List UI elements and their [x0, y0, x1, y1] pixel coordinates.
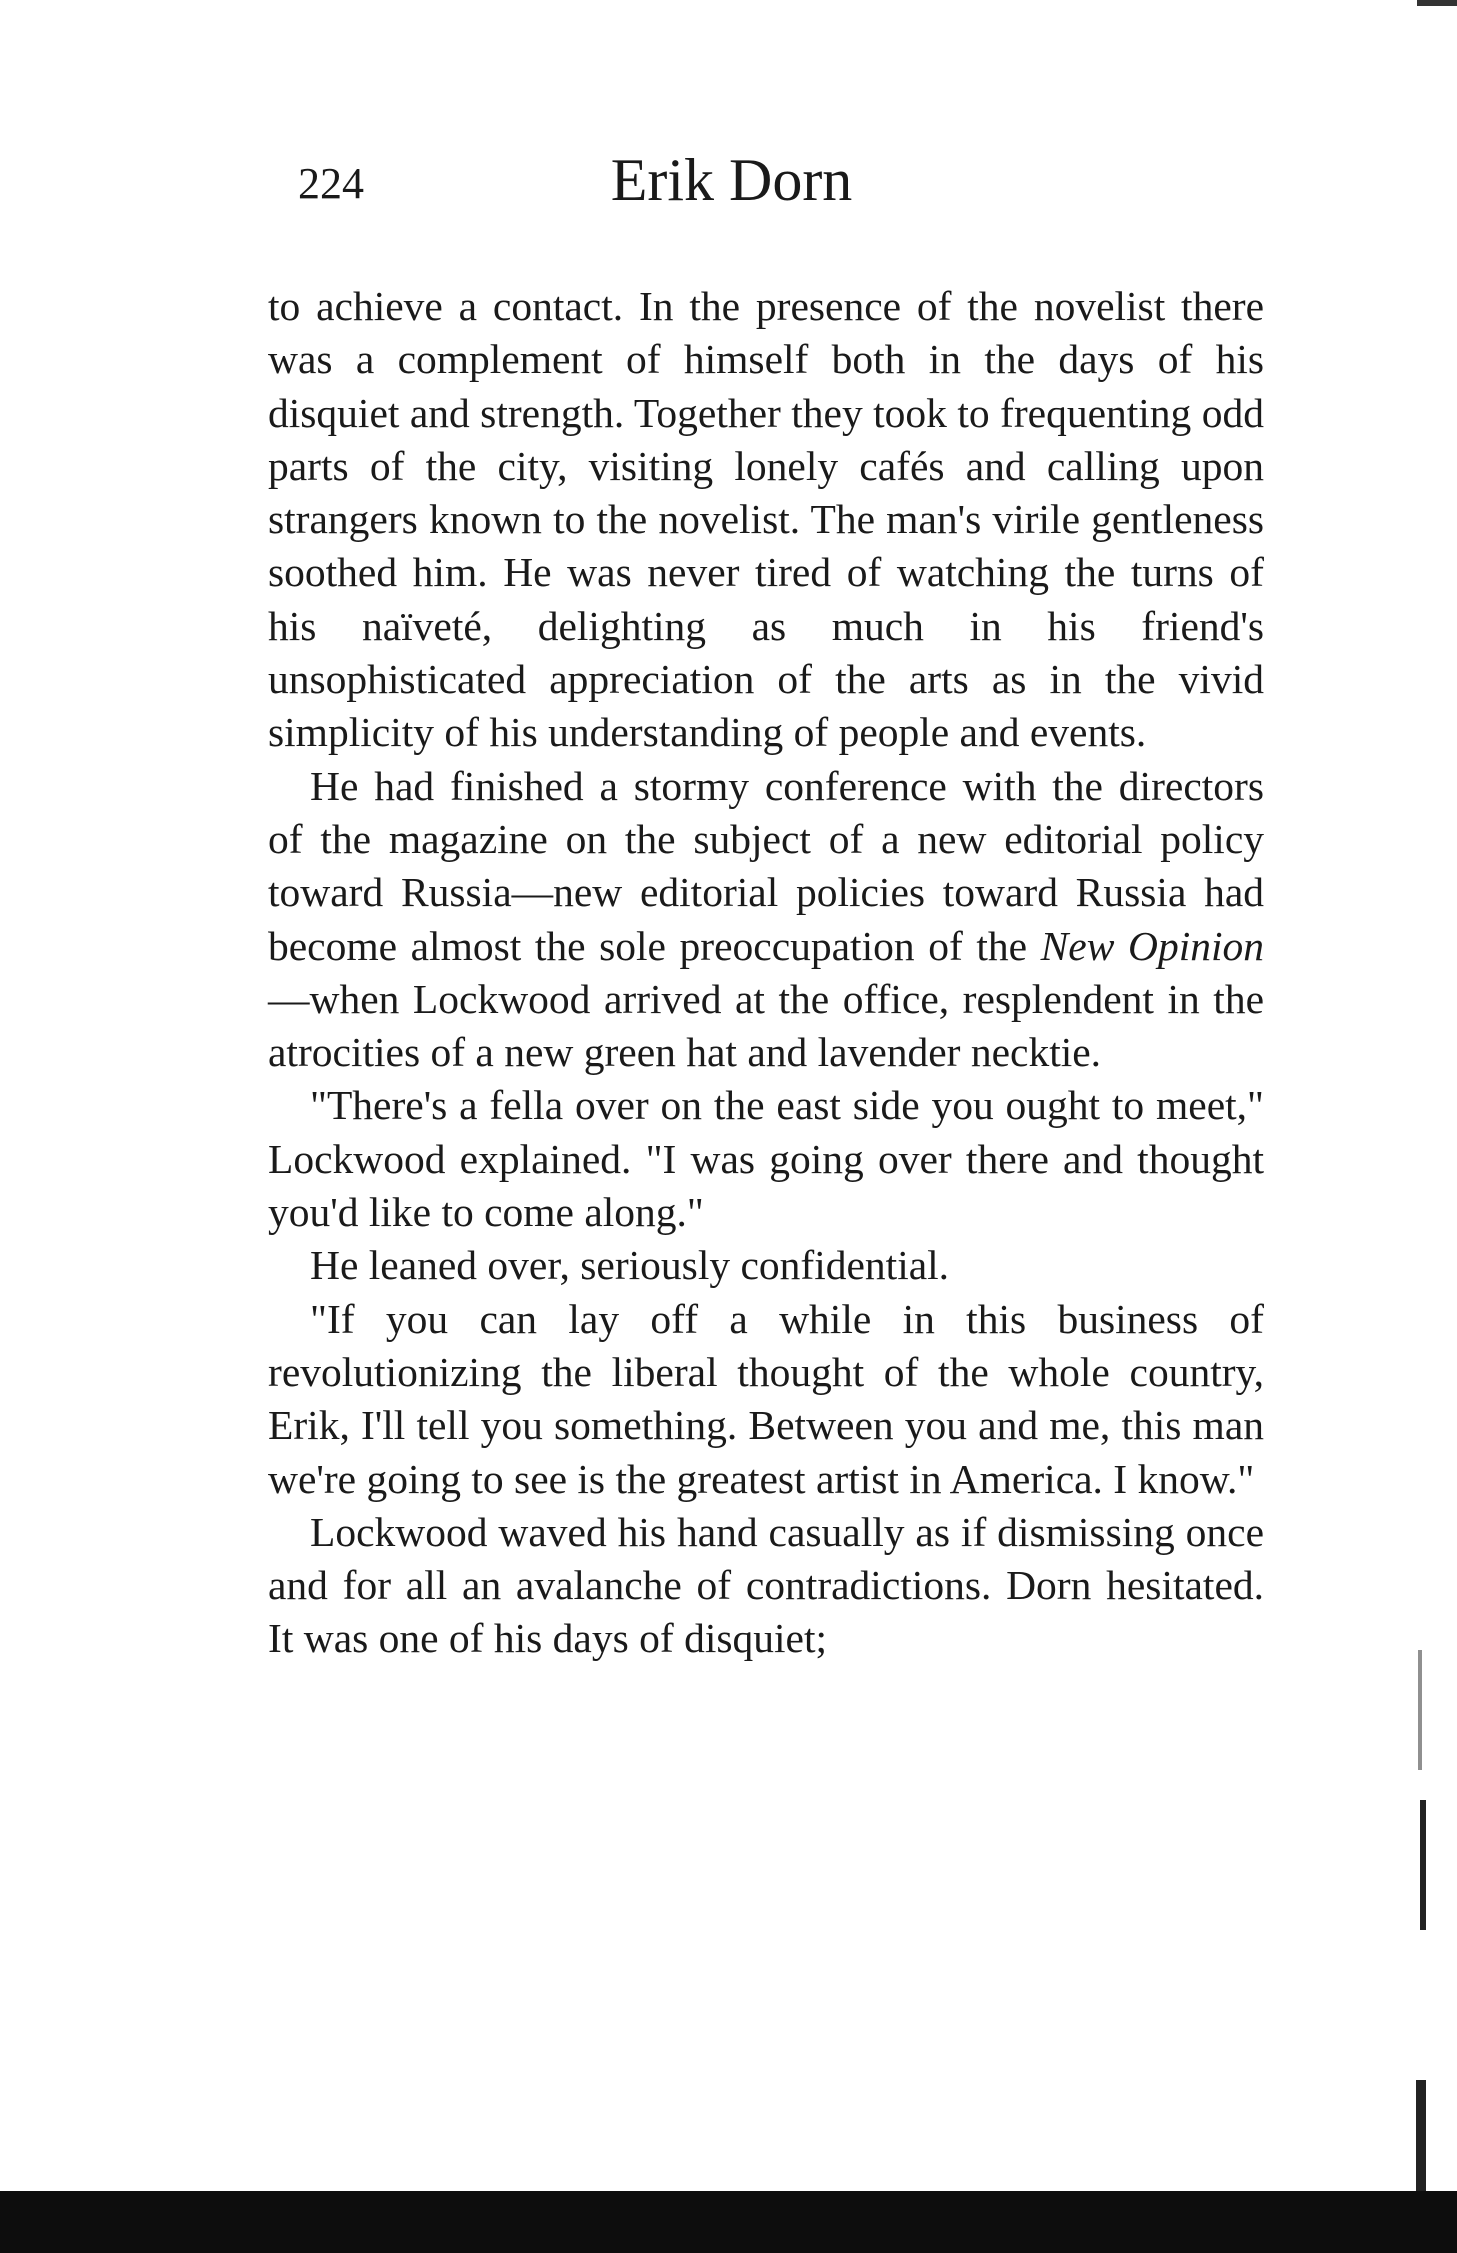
- paragraph-3: "There's a fella over on the east side you ought to meet," Lockwood explained. "I was going over there and thought you'd like to come along.": [268, 1082, 1264, 1236]
- paragraph-2: [268, 760, 1264, 1080]
- scan-edge-mark: [1420, 1800, 1426, 1930]
- paragraph-2-start: He had finished a stormy conference with the directors of the magazine on the subject of a new editorial policy toward Russia—new editorial policies toward Russia had become almost the sole preoccupation of the: [268, 762, 1264, 969]
- paragraph-4: He leaned over, seriously confidential.: [310, 1242, 950, 1289]
- paragraph-5: "If you can lay off a while in this business of revolutionizing the liberal thought of the whole country, Erik, I'll tell you something. Between you and me, this man we're going to see is the greatest artist in America. I know.": [268, 1295, 1264, 1502]
- body-text: [268, 280, 1264, 1666]
- scan-corner-mark: [1417, 0, 1457, 6]
- paragraph-6: Lockwood waved his hand casually as if dismissing once and for all an avalanche of contradictions. Dorn hesitated. It was one of his days of disquiet;: [268, 1508, 1264, 1662]
- paragraph-2-end: —when Lockwood arrived at the office, resplendent in the atrocities of a new green hat and lavender necktie.: [268, 975, 1264, 1076]
- scan-edge-mark: [1418, 1650, 1422, 1770]
- running-title: Erik Dorn: [610, 147, 853, 213]
- page-number: 224: [298, 159, 364, 208]
- scan-bottom-edge: [0, 2191, 1457, 2253]
- paragraph-1: to achieve a contact. In the presence of the novelist there was a complement of himself both in the days of his disquiet and strength. Together they took to frequenting odd parts of the city, visiting lonely cafés and calling upon strangers known to the novelist. The man's virile gentleness soothed him. He was never tired of watching the turns of his naïveté, delighting as much in his friend's unsophisticated appreciation of the arts as in the vivid simplicity of his understanding of people and events.: [268, 283, 1264, 756]
- magazine-title: New Opinion: [1040, 922, 1265, 969]
- scan-edge-mark: [1416, 2080, 1426, 2195]
